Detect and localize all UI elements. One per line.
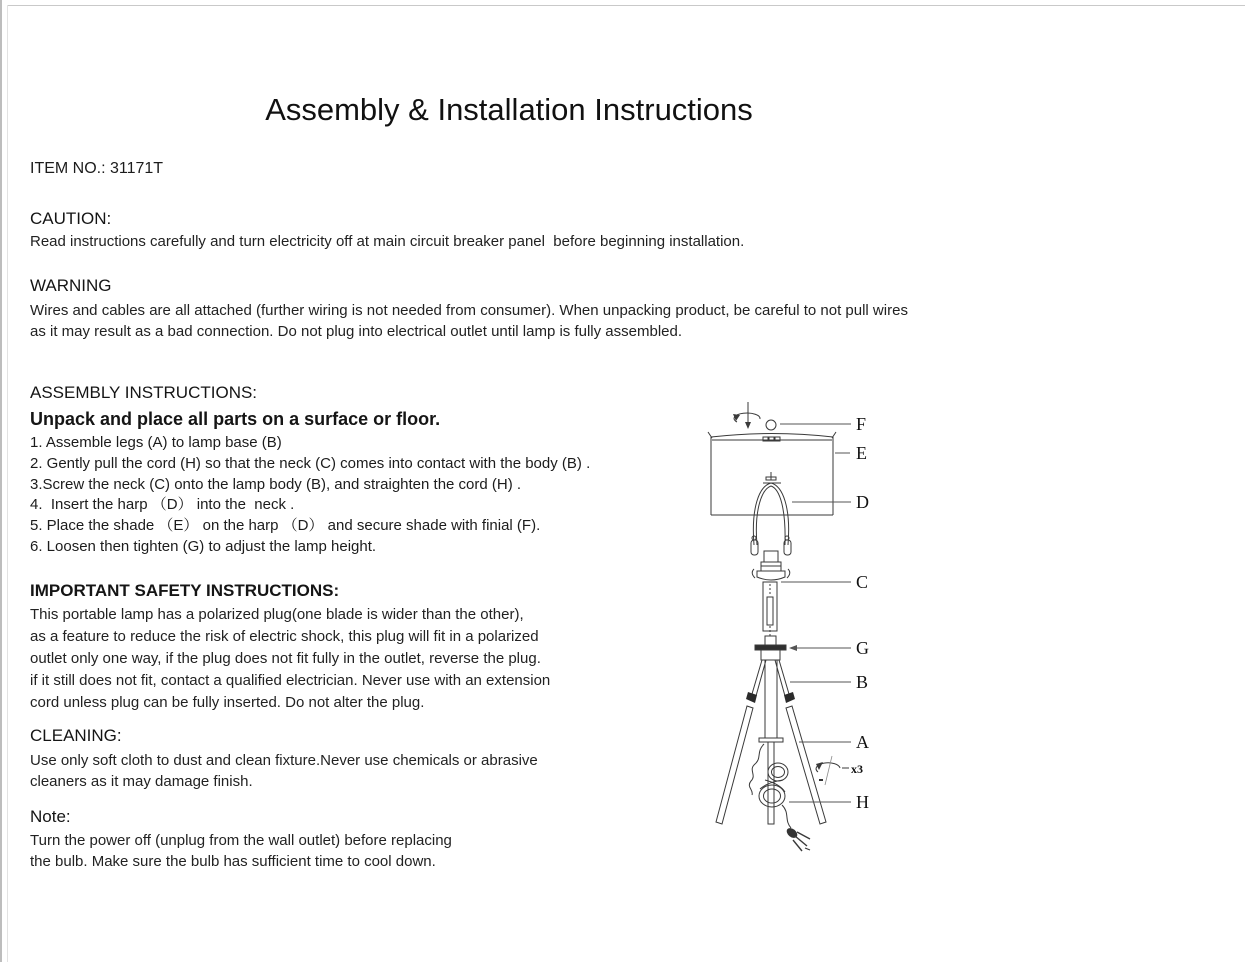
warning-line: as it may result as a bad connection. Do not plug into electrical outlet until lamp is fully assembled. [30, 323, 683, 340]
cleaning-text [30, 750, 538, 792]
label-harp-D: D [856, 492, 869, 512]
height-adjuster-part [755, 645, 786, 660]
note-line: Turn the power off (unplug from the wall outlet) before replacing [30, 832, 452, 849]
assembly-steps [30, 433, 590, 558]
safety-heading: IMPORTANT SAFETY INSTRUCTIONS: [30, 581, 340, 600]
safety-text [30, 604, 550, 714]
page-top-border [8, 5, 1245, 6]
safety-line: This portable lamp has a polarized plug(one blade is wider than the other), [30, 606, 524, 623]
harp-part [751, 472, 791, 555]
item-number: ITEM NO.: 31171T [30, 160, 164, 177]
label-body-B: B [856, 672, 869, 692]
shade-part [708, 432, 836, 515]
assembly-step: 1. Assemble legs (A) to lamp base (B) [30, 434, 282, 451]
lamp-body-part [746, 660, 795, 824]
screw-x3-icon [816, 756, 849, 785]
finial-part [766, 420, 776, 430]
assembly-step: 4. Insert the harp （D） into the neck . [30, 496, 295, 514]
note-text [30, 831, 452, 872]
cleaning-line: Use only soft cloth to dust and clean fixture.Never use chemicals or abrasive [30, 752, 538, 769]
safety-line: cord unless plug can be fully inserted. Do not alter the plug. [30, 694, 425, 711]
note-line: the bulb. Make sure the bulb has sufficient time to cool down. [30, 852, 436, 870]
plug-part [785, 826, 810, 851]
label-legs-A: A [856, 732, 869, 752]
warning-text [30, 300, 908, 342]
leader-lines [780, 424, 851, 802]
assembly-step: 6. Loosen then tighten (G) to adjust the lamp height. [30, 537, 377, 555]
assembly-heading: ASSEMBLY INSTRUCTIONS: [30, 383, 258, 402]
safety-line: if it still does not fit, contact a qualified electrician. Never use with an extension [30, 672, 551, 689]
caution-text: Read instructions carefully and turn electricity off at main circuit breaker panel before beginning installation. [30, 233, 745, 250]
safety-line: as a feature to reduce the risk of electric shock, this plug will fit in a polarized [30, 628, 539, 645]
page-title: Assembly & Installation Instructions [265, 92, 753, 127]
neck-socket-part [752, 551, 790, 645]
caution-heading: CAUTION: [30, 209, 112, 228]
power-cord-part [749, 744, 791, 828]
label-adjuster-G: G [856, 638, 869, 658]
note-heading: Note: [30, 807, 71, 826]
cleaning-heading: CLEANING: [30, 726, 122, 745]
page-left-border [7, 5, 8, 962]
finial-rotation-icon [733, 402, 760, 429]
assembly-step: 2. Gently pull the cord (H) so that the neck (C) comes into contact with the body (B) . [30, 454, 591, 472]
lamp-assembly-diagram [680, 398, 885, 860]
assembly-step: 5. Place the shade （E） on the harp （D） and secure shade with finial (F). [30, 517, 541, 535]
left-edge-strip [0, 0, 2, 962]
label-cord-H: H [856, 792, 869, 812]
assembly-subheading: Unpack and place all parts on a surface or floor. [30, 409, 441, 429]
label-finial-F: F [856, 414, 867, 434]
cleaning-line: cleaners as it may damage finish. [30, 773, 253, 790]
assembly-step: 3.Screw the neck (C) onto the lamp body (B), and straighten the cord (H) . [30, 475, 522, 493]
warning-heading: WARNING [30, 276, 112, 295]
label-x3: x3 [851, 762, 863, 776]
warning-line: Wires and cables are all attached (further wiring is not needed from consumer). When unpacking product, be careful to not pull wires [30, 302, 908, 319]
label-shade-E: E [856, 443, 867, 463]
label-neck-C: C [856, 572, 869, 592]
safety-line: outlet only one way, if the plug does not fit fully in the outlet, reverse the plug. [30, 650, 541, 667]
